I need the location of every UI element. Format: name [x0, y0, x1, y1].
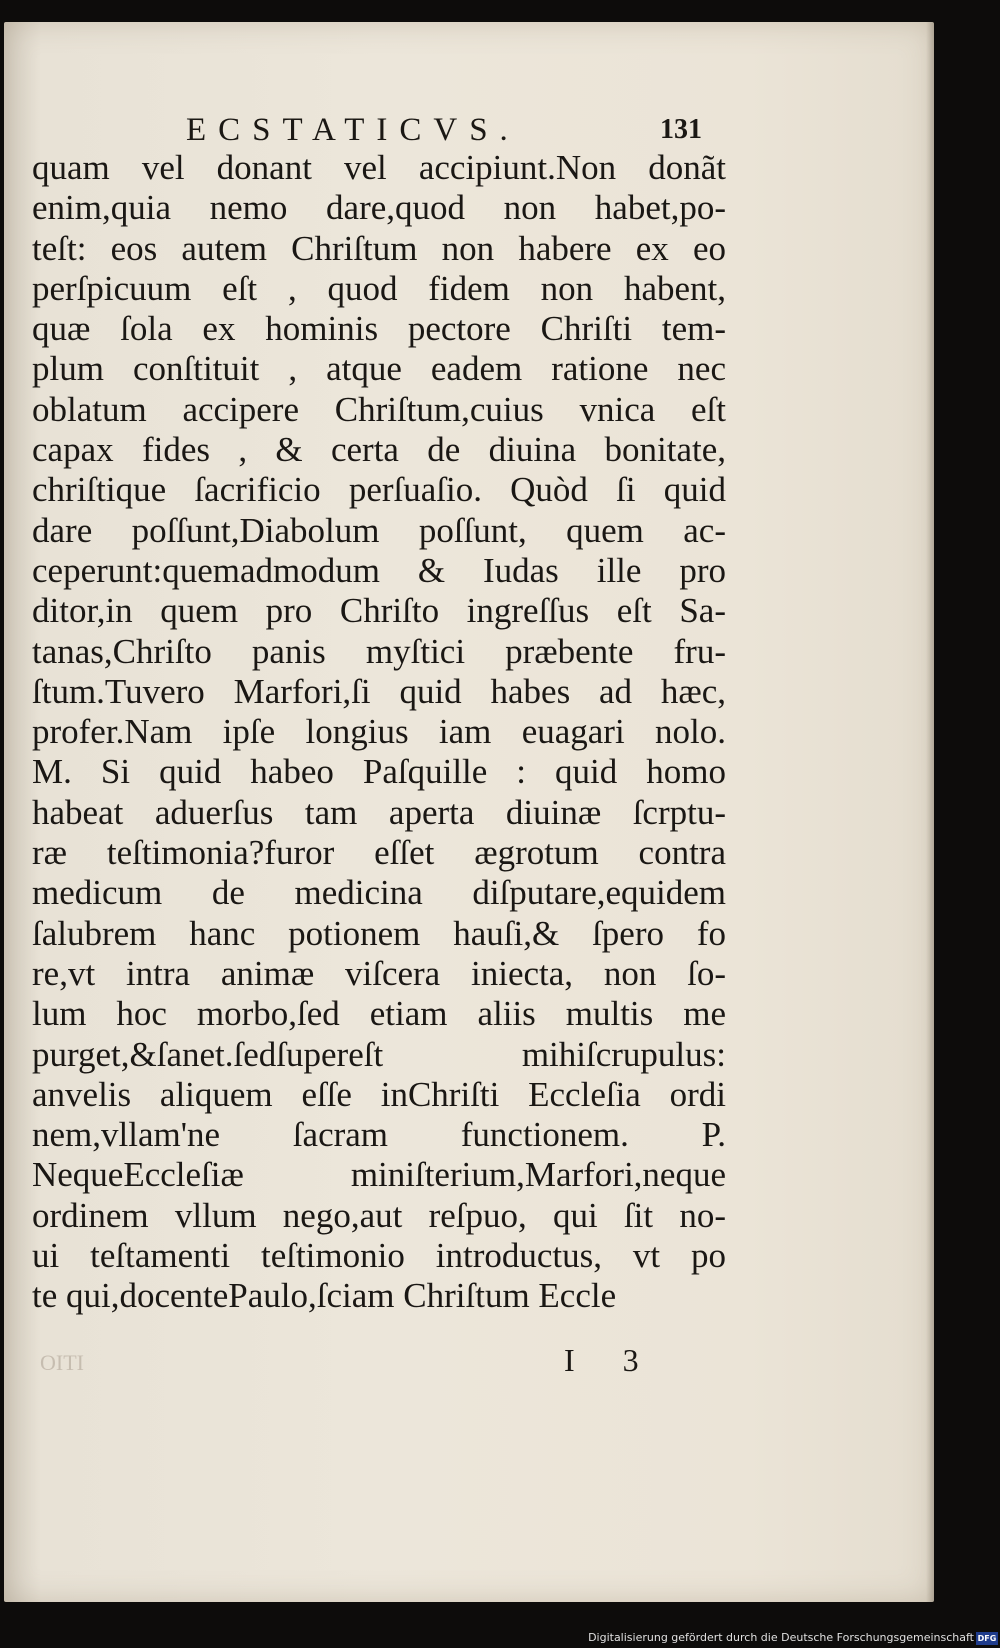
bleed-through-text: OITI — [40, 1350, 84, 1375]
digitization-credit: Digitalisierung gefördert durch die Deutsche Forschungsgemeinschaft — [588, 1631, 974, 1644]
dfg-logo-icon: DFG — [977, 1634, 997, 1643]
text-line: teſt: eos autem Chriſtum non habere ex eo — [32, 228, 726, 268]
text-line: re,vt intra animæ viſcera iniecta, non ſo- — [32, 953, 726, 993]
text-line: ſtum.Tuvero Marfori,ſi quid habes ad hæc, — [32, 671, 726, 711]
text-line: enim,quia nemo dare,quod non habet,po- — [32, 188, 726, 228]
text-line: plum conſtituit , atque eadem ratione nec — [32, 349, 726, 389]
text-line: quæ ſola ex hominis pectore Chriſti tem- — [32, 309, 726, 349]
text-line: oblatum accipere Chriſtum,cuius vnica eſt — [32, 389, 726, 429]
page-number: 131 — [660, 114, 702, 145]
text-line: ræ teſtimonia?furor eſſet ægrotum contra — [32, 833, 726, 873]
signature-mark: I 3 — [564, 1342, 659, 1378]
text-line: anvelis aliquem eſſe inChriſti Eccleſia ordi — [32, 1074, 726, 1114]
text-line: profer.Nam ipſe longius iam euagari nolo. — [32, 712, 726, 752]
text-line: M. Si quid habeo Paſquille : quid homo — [32, 752, 726, 792]
text-line: te qui,docentePaulo,ſciam Chriſtum Eccle — [32, 1276, 617, 1316]
text-line: ditor,in quem pro Chriſto ingreſſus eſt Sa- — [32, 591, 726, 631]
running-head: ECSTATICVS. — [186, 112, 520, 148]
text-line: lum hoc morbo,ſed etiam aliis multis me — [32, 994, 726, 1034]
text-line: perſpicuum eſt , quod fidem non habent, — [32, 268, 726, 308]
text-line: quam vel donant vel accipiunt.Non donãt — [32, 148, 726, 187]
text-line: NequeEccleſiæ miniſterium,Marfori,neque — [32, 1155, 726, 1195]
text-line: habeat aduerſus tam aperta diuinæ ſcrptu- — [32, 792, 726, 832]
text-line: purget,&ſanet.ſedſupereſt mihiſcrupulus: — [32, 1034, 726, 1074]
text-line: nem,vllam'ne ſacram functionem. P. — [32, 1115, 726, 1155]
text-line: ordinem vllum nego,aut reſpuo, qui ſit no- — [32, 1195, 726, 1235]
page-edge-shadow — [926, 22, 934, 1602]
body-text — [32, 148, 726, 1317]
text-line: chriſtique ſacrificio perſuaſio. Quòd ſi quid — [32, 470, 726, 510]
text-line: medicum de medicina diſputare,equidem — [32, 873, 726, 913]
text-line: ceperunt:quemadmodum & Iudas ille pro — [32, 550, 726, 590]
text-line: tanas,Chriſto panis myſtici præbente fru- — [32, 631, 726, 671]
text-line: ſalubrem hanc potionem hauſi,& ſpero fo — [32, 913, 726, 953]
text-line: ui teſtamenti teſtimonio introductus, vt po — [32, 1236, 726, 1276]
text-line: capax fides , & certa de diuina bonitate, — [32, 430, 726, 470]
text-line: dare poſſunt,Diabolum poſſunt, quem ac- — [32, 510, 726, 550]
